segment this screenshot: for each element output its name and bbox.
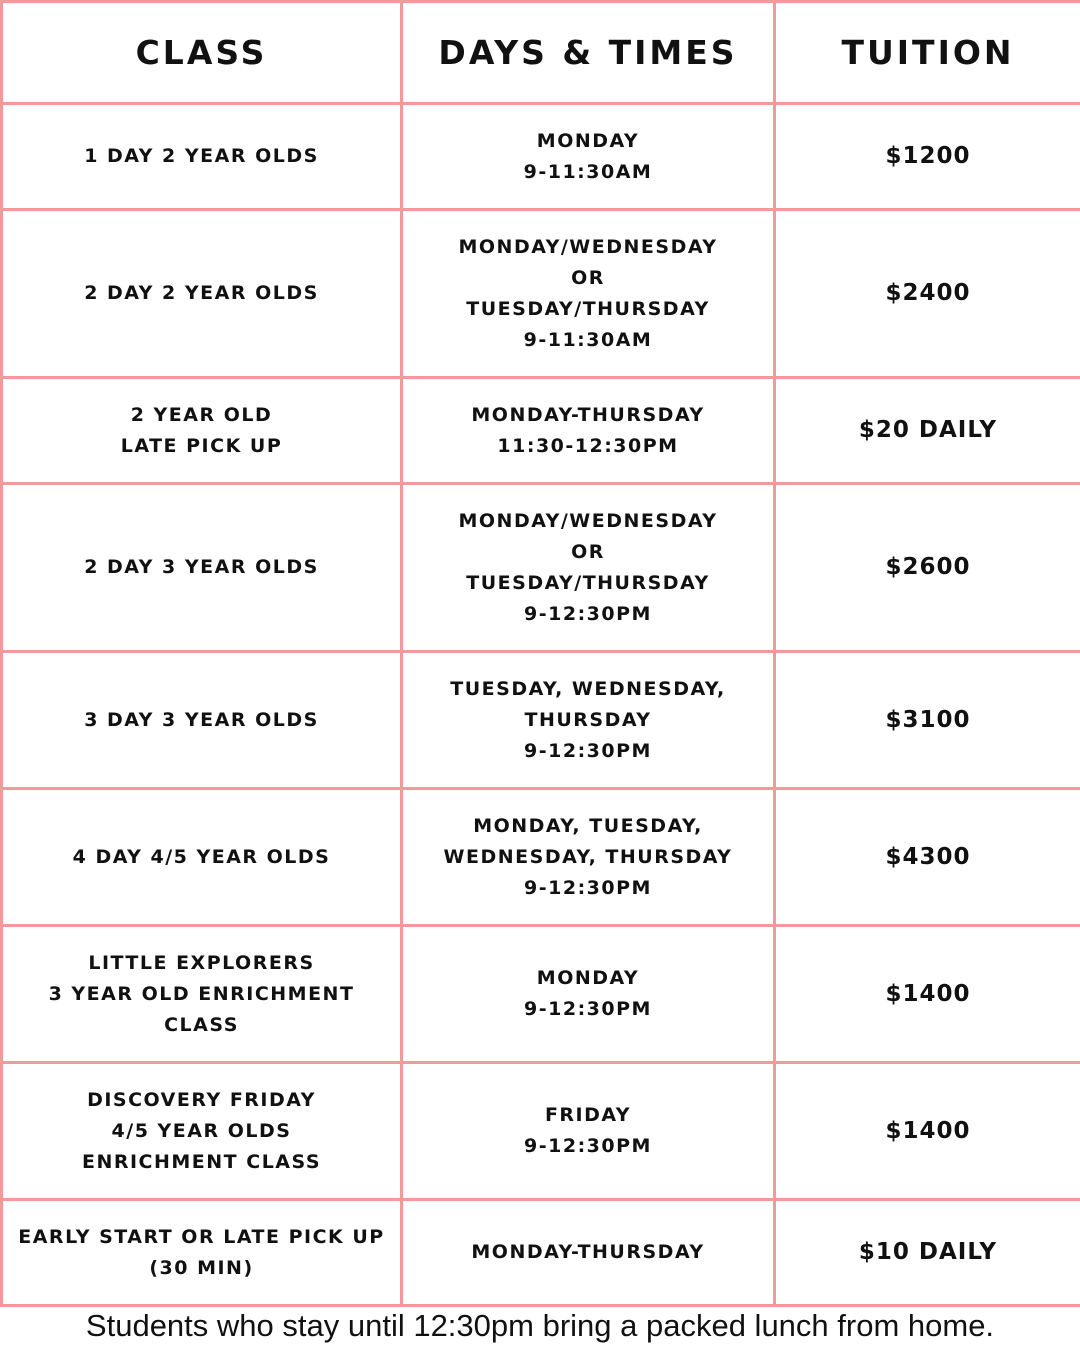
days-line: 9-12:30PM — [524, 1135, 652, 1157]
days-line: 9-12:30PM — [524, 739, 652, 762]
class-cell — [2, 210, 402, 378]
tuition-cell: $20 DAILY — [775, 378, 1080, 484]
header-class: CLASS — [2, 2, 402, 104]
days-line: 9-11:30AM — [523, 160, 653, 183]
days-line: WEDNESDAY, THURSDAY — [443, 845, 733, 868]
class-line: 3 DAY 3 YEAR OLDS — [84, 708, 319, 731]
days-line: 9-11:30AM — [523, 328, 653, 351]
tuition-cell: $4300 — [775, 789, 1080, 926]
class-cell — [2, 378, 402, 484]
tuition-cell: $1400 — [775, 926, 1080, 1063]
tuition-cell: $1200 — [775, 104, 1080, 210]
class-line: 4 DAY 4/5 YEAR OLDS — [72, 845, 331, 868]
table-row — [2, 1063, 1080, 1200]
days-line: OR — [571, 540, 605, 563]
class-line: 2 YEAR OLD — [130, 403, 273, 426]
days-cell — [402, 104, 775, 210]
days-line: 9-12:30PM — [524, 876, 652, 899]
days-cell — [402, 1063, 775, 1200]
header-days-times: DAYS & TIMES — [402, 2, 775, 104]
days-line: MONDAY — [536, 129, 640, 152]
days-cell — [402, 378, 775, 484]
class-line: LATE PICK UP — [120, 434, 283, 457]
header-tuition: TUITION — [775, 2, 1080, 104]
days-line: FRIDAY — [544, 1104, 632, 1126]
days-line: 9-12:30PM — [524, 602, 652, 625]
table-row — [2, 789, 1080, 926]
tuition-cell: $2600 — [775, 484, 1080, 652]
class-line: EARLY START OR LATE PICK UP — [18, 1225, 385, 1248]
days-line: TUESDAY/THURSDAY — [466, 297, 710, 320]
days-cell — [402, 484, 775, 652]
table-row — [2, 210, 1080, 378]
days-line: 11:30-12:30PM — [497, 434, 679, 457]
days-line: TUESDAY/THURSDAY — [466, 571, 710, 594]
days-line: MONDAY/WEDNESDAY — [458, 509, 718, 532]
days-line: MONDAY-THURSDAY — [471, 403, 705, 426]
class-cell — [2, 789, 402, 926]
days-cell — [402, 210, 775, 378]
class-line: ENRICHMENT CLASS — [81, 1150, 322, 1173]
header-row — [2, 2, 1080, 104]
days-cell — [402, 789, 775, 926]
days-line: OR — [571, 266, 605, 289]
days-line: MONDAY-THURSDAY — [471, 1241, 705, 1263]
days-line: MONDAY/WEDNESDAY — [458, 235, 718, 258]
tuition-cell: $2400 — [775, 210, 1080, 378]
table-row — [2, 484, 1080, 652]
class-line: 1 DAY 2 YEAR OLDS — [84, 145, 319, 167]
class-line: 2 DAY 2 YEAR OLDS — [84, 282, 319, 304]
table-row — [2, 104, 1080, 210]
days-cell — [402, 652, 775, 789]
days-line: TUESDAY, WEDNESDAY, — [450, 677, 726, 700]
class-cell — [2, 484, 402, 652]
table-row — [2, 652, 1080, 789]
class-line: (30 MIN) — [149, 1256, 254, 1279]
days-cell — [402, 1200, 775, 1306]
tuition-cell: $3100 — [775, 652, 1080, 789]
table-row — [2, 926, 1080, 1063]
days-line: MONDAY — [536, 967, 640, 989]
days-cell — [402, 926, 775, 1063]
class-cell — [2, 926, 402, 1063]
days-line: THURSDAY — [524, 708, 652, 731]
tuition-cell: $1400 — [775, 1063, 1080, 1200]
class-line: LITTLE EXPLORERS — [88, 951, 315, 974]
class-line: DISCOVERY FRIDAY — [87, 1088, 316, 1111]
table-row — [2, 1200, 1080, 1306]
class-line: 3 YEAR OLD ENRICHMENT CLASS — [48, 982, 355, 1036]
class-cell — [2, 104, 402, 210]
lunch-note: Students who stay until 12:30pm bring a packed lunch from home. — [85, 1308, 995, 1343]
class-line: 4/5 YEAR OLDS — [111, 1119, 292, 1142]
class-cell — [2, 652, 402, 789]
days-line: MONDAY, TUESDAY, — [473, 814, 703, 837]
tuition-cell: $10 DAILY — [775, 1200, 1080, 1306]
class-cell — [2, 1063, 402, 1200]
table-row — [2, 378, 1080, 484]
days-line: 9-12:30PM — [524, 998, 652, 1020]
class-cell — [2, 1200, 402, 1306]
class-line: 2 DAY 3 YEAR OLDS — [84, 556, 319, 578]
